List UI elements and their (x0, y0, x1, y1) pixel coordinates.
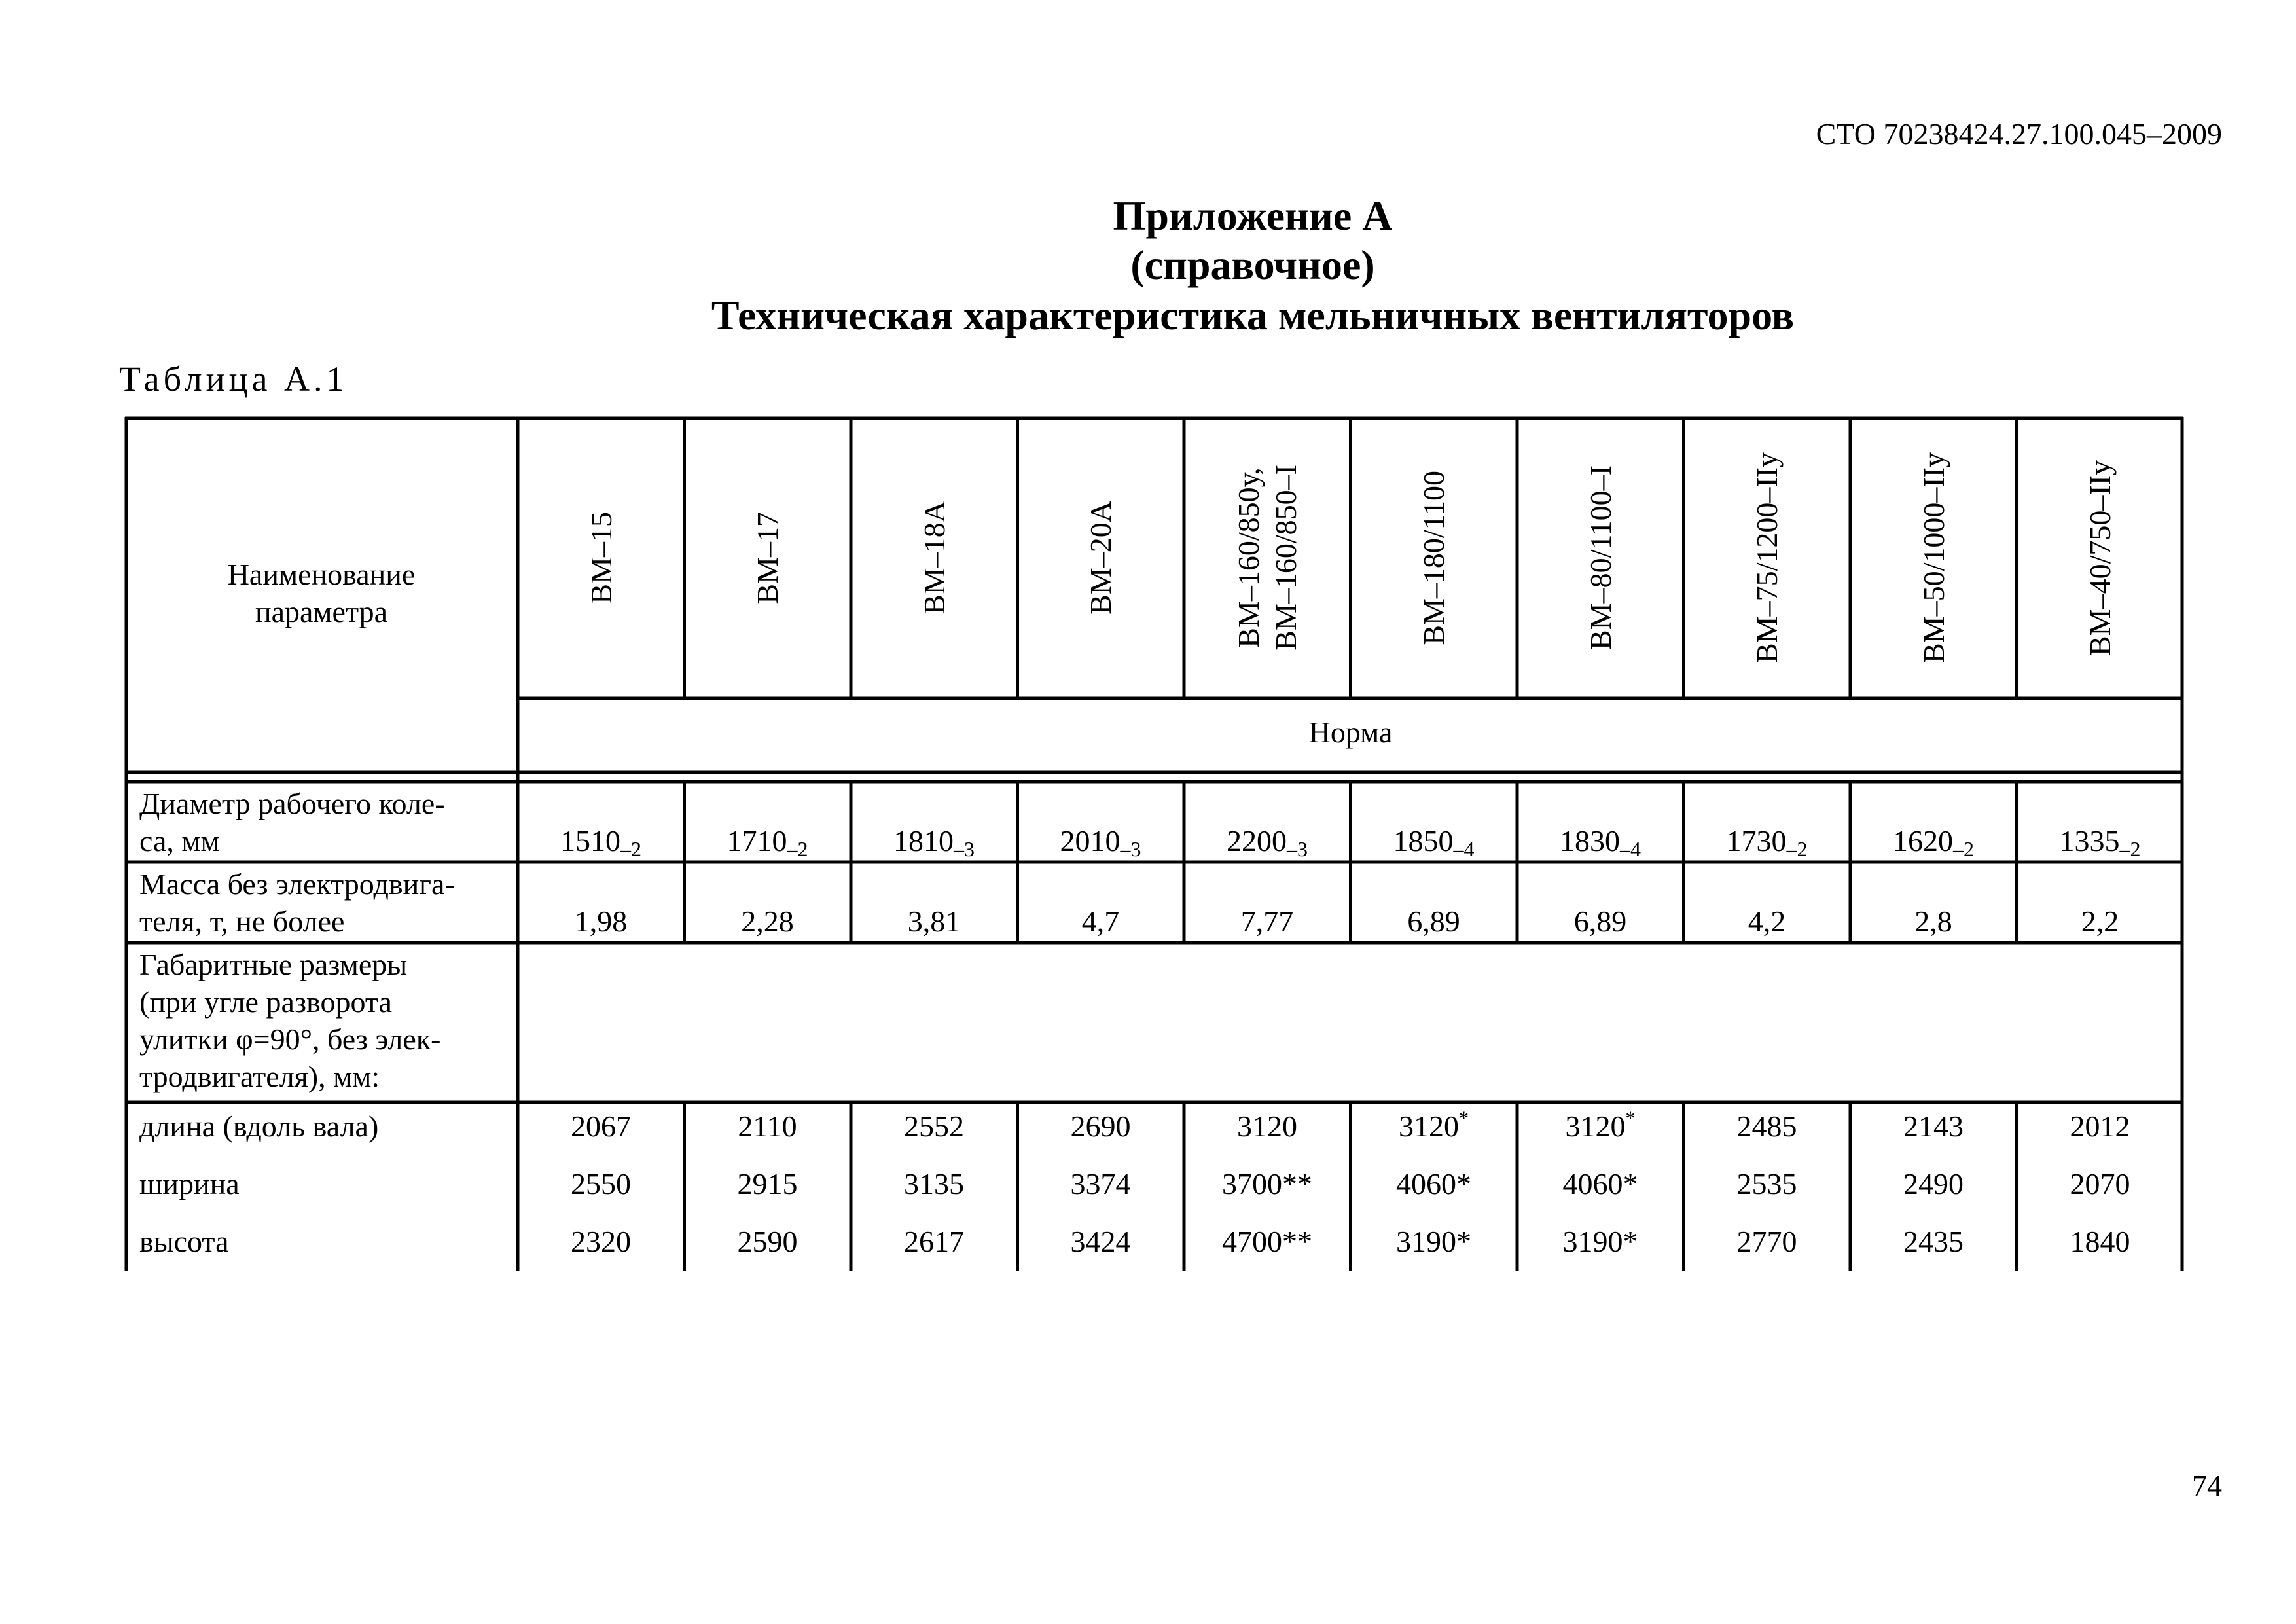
length-cell: 2485 (1736, 1110, 1797, 1143)
diameter-cell: $2200_{-3}$ (1227, 824, 1308, 861)
width-cell: 3135 (904, 1167, 964, 1200)
appendix-title: Приложение А (1113, 192, 1393, 239)
appendix-heading: Техническая характеристика мельничных вентиляторов (711, 292, 1795, 338)
column-header-3: ВМ–18А (917, 501, 951, 615)
row-label-length: длина (вдоль вала) (139, 1110, 379, 1143)
norma-header: Норма (1308, 715, 1393, 749)
width-cell: 3374 (1070, 1167, 1131, 1200)
mass-cell: 2,2 (2081, 905, 2119, 938)
width-cell: 4060* (1562, 1167, 1638, 1200)
width-cell: 2490 (1903, 1167, 1964, 1200)
mass-cell: 7,77 (1240, 905, 1294, 938)
table-caption: Таблица А.1 (119, 359, 348, 399)
mass-cell: 4,2 (1748, 905, 1786, 938)
height-cell: 2590 (737, 1225, 798, 1258)
column-header-1: ВМ–15 (584, 511, 618, 604)
length-cell: 2690 (1070, 1110, 1131, 1143)
width-cell: 4060* (1396, 1167, 1471, 1200)
height-cell: 2435 (1903, 1225, 1964, 1258)
length-cell: 2012 (2070, 1110, 2130, 1143)
width-cell: 2535 (1736, 1167, 1797, 1200)
column-header-8: ВМ–75/1200–IIу (1750, 452, 1784, 663)
page-number: 74 (2192, 1469, 2222, 1502)
row-label-dimensions: Габаритные размеры (при угле разворота улитки φ=90°, без элек- тродвигателя), мм: (139, 948, 441, 1093)
param-name-header: Наименование параметра (227, 558, 416, 628)
diameter-cell: $1810_{-3}$ (893, 824, 975, 861)
row-label-diameter: Диаметр рабочего коле- са, мм (139, 787, 445, 857)
length-cell: 2552 (904, 1110, 964, 1143)
length-cell: 3120* (1399, 1108, 1469, 1143)
row-label-width: ширина (139, 1167, 240, 1200)
diameter-cell: $1830_{-4}$ (1560, 824, 1641, 861)
width-cell: 2550 (571, 1167, 631, 1200)
mass-cell: 3,81 (907, 905, 961, 938)
diameter-cell: $2010_{-3}$ (1060, 824, 1141, 861)
height-cell: 3424 (1070, 1225, 1131, 1258)
height-cell: 3190* (1562, 1225, 1638, 1258)
column-header-6: ВМ–180/1100 (1417, 470, 1451, 645)
length-cell: 2143 (1903, 1110, 1964, 1143)
height-cell: 1840 (2070, 1225, 2130, 1258)
width-cell: 2070 (2070, 1167, 2130, 1200)
length-cell: 2067 (571, 1110, 631, 1143)
length-cell: 3120* (1565, 1108, 1636, 1143)
document-code: СТО 70238424.27.100.045–2009 (1816, 117, 2222, 151)
length-cell: 3120 (1237, 1110, 1297, 1143)
height-cell: 2617 (904, 1225, 964, 1258)
diameter-cell: $1710_{-2}$ (726, 824, 808, 861)
height-cell: 4700** (1222, 1225, 1312, 1258)
diameter-cell: $1335_{-2}$ (2059, 824, 2141, 861)
column-header-4: ВМ–20А (1084, 501, 1118, 615)
mass-cell: 6,89 (1573, 905, 1627, 938)
mass-cell: 4,7 (1081, 905, 1120, 938)
diameter-cell: $1850_{-4}$ (1393, 824, 1475, 861)
column-header-7: ВМ–80/1100–I (1583, 465, 1617, 650)
width-cell: 2915 (737, 1167, 798, 1200)
length-cell: 2110 (738, 1110, 797, 1143)
diameter-cell: $1510_{-2}$ (560, 824, 641, 861)
mass-cell: 6,89 (1407, 905, 1460, 938)
mass-cell: 2,28 (741, 905, 794, 938)
diameter-cell: $1730_{-2}$ (1726, 824, 1808, 861)
column-header-2: ВМ–17 (751, 511, 785, 604)
height-cell: 2320 (571, 1225, 631, 1258)
column-header-5: ВМ–160/850у, ВМ–160/850–I (1232, 465, 1303, 651)
height-cell: 3190* (1396, 1225, 1471, 1258)
appendix-subtitle: (справочное) (1130, 242, 1375, 288)
height-cell: 2770 (1736, 1225, 1797, 1258)
column-header-10: ВМ–40/750–IIу (2083, 460, 2117, 656)
row-label-mass: Масса без электродвига- теля, т, не более (139, 867, 455, 938)
width-cell: 3700** (1222, 1167, 1312, 1200)
mass-cell: 1,98 (574, 905, 628, 938)
diameter-cell: $1620_{-2}$ (1893, 824, 1974, 861)
row-label-height: высота (139, 1225, 229, 1258)
mass-cell: 2,8 (1914, 905, 1952, 938)
column-header-9: ВМ–50/1000–IIу (1916, 452, 1950, 663)
specification-table (125, 417, 2183, 1271)
